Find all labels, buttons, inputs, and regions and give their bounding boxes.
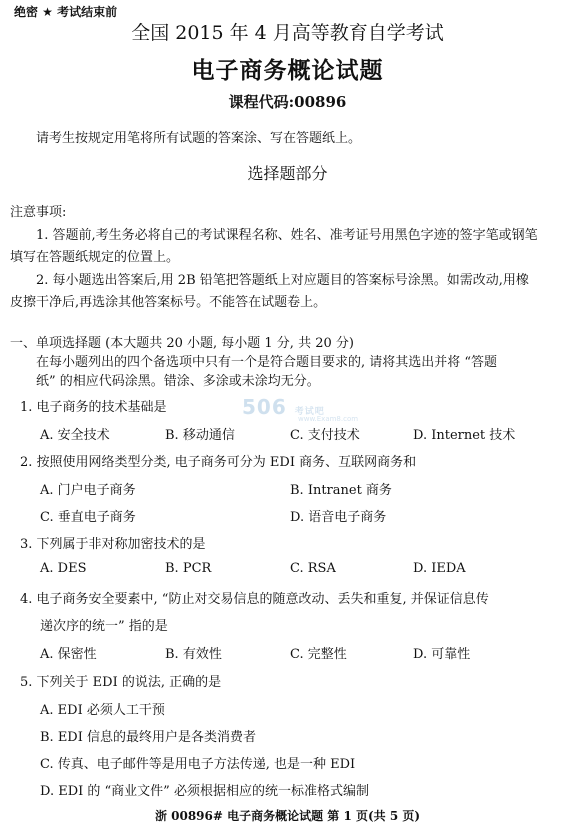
paper-title: 电子商务概论试题 [191, 58, 384, 84]
answer-instruction: 请考生按规定用笔将所有试题的答案涂、写在答题纸上。 [36, 131, 362, 146]
q4-option-b: B. 有效性 [165, 647, 222, 662]
q5-option-d: D. EDI 的 “商业文件” 必须根据相应的统一标准格式编制 [40, 784, 369, 799]
question-4-stem-line-1: 4. 电子商务安全要素中, “防止对交易信息的随意改动、丢失和重复, 并保证信息传 [20, 592, 489, 607]
exam-title: 全国 2015 年 4 月高等教育自学考试 [131, 22, 444, 44]
question-5-stem: 5. 下列关于 EDI 的说法, 正确的是 [20, 675, 222, 690]
part1-heading: 一、单项选择题 (本大题共 20 小题, 每小题 1 分, 共 20 分) [10, 336, 354, 351]
q3-option-c: C. RSA [290, 561, 336, 576]
q1-option-a: A. 安全技术 [40, 428, 110, 443]
q3-option-a: A. DES [40, 561, 87, 576]
q2-option-a: A. 门户电子商务 [40, 483, 136, 498]
q1-option-d: D. Internet 技术 [413, 428, 516, 443]
q5-option-b: B. EDI 信息的最终用户是各类消费者 [40, 730, 256, 745]
watermark-number: 506 [242, 395, 287, 419]
question-3-stem: 3. 下列属于非对称加密技术的是 [20, 537, 206, 552]
secret-mark: 绝密 ★ 考试结束前 [14, 5, 118, 19]
question-4-stem-line-2: 递次序的统一” 指的是 [40, 619, 168, 634]
note-2-line-2: 皮擦干净后,再选涂其他答案标号。不能答在试题卷上。 [10, 295, 327, 310]
q4-option-c: C. 完整性 [290, 647, 347, 662]
watermark-text: 考试吧 [294, 407, 325, 417]
watermark-url: www.Exam8.com [298, 415, 359, 423]
q1-option-c: C. 支付技术 [290, 428, 360, 443]
notes-heading: 注意事项: [10, 205, 67, 220]
part1-desc-line-1: 在每小题列出的四个备选项中只有一个是符合题目要求的, 请将其选出并将 “答题 [36, 355, 498, 370]
q2-option-d: D. 语音电子商务 [290, 510, 387, 525]
q5-option-a: A. EDI 必须人工干预 [40, 703, 165, 718]
q5-option-c: C. 传真、电子邮件等是用电子方法传递, 也是一种 EDI [40, 757, 356, 772]
q4-option-d: D. 可靠性 [413, 647, 471, 662]
note-1-line-2: 填写在答题纸规定的位置上。 [10, 250, 180, 265]
page-footer: 浙 00896# 电子商务概论试题 第 1 页(共 5 页) [154, 809, 421, 823]
note-1-line-1: 1. 答题前,考生务必将自己的考试课程名称、姓名、准考证号用黑色字迹的签字笔或钢笔 [36, 228, 538, 243]
question-2-stem: 2. 按照使用网络类型分类, 电子商务可分为 EDI 商务、互联网商务和 [20, 455, 417, 470]
question-1-stem: 1. 电子商务的技术基础是 [20, 400, 167, 415]
note-2-line-1: 2. 每小题选出答案后,用 2B 铅笔把答题纸上对应题目的答案标号涂黑。如需改动,用橡 [36, 273, 529, 288]
q3-option-b: B. PCR [165, 561, 212, 576]
q2-option-b: B. Intranet 商务 [290, 483, 392, 498]
part1-desc-line-2: 纸” 的相应代码涂黑。错涂、多涂或未涂均无分。 [36, 374, 320, 389]
q3-option-d: D. IEDA [413, 561, 466, 576]
course-code: 课程代码:00896 [228, 93, 347, 111]
q4-option-a: A. 保密性 [40, 647, 97, 662]
section-title: 选择题部分 [247, 164, 328, 183]
q1-option-b: B. 移动通信 [165, 428, 235, 443]
q2-option-c: C. 垂直电子商务 [40, 510, 136, 525]
